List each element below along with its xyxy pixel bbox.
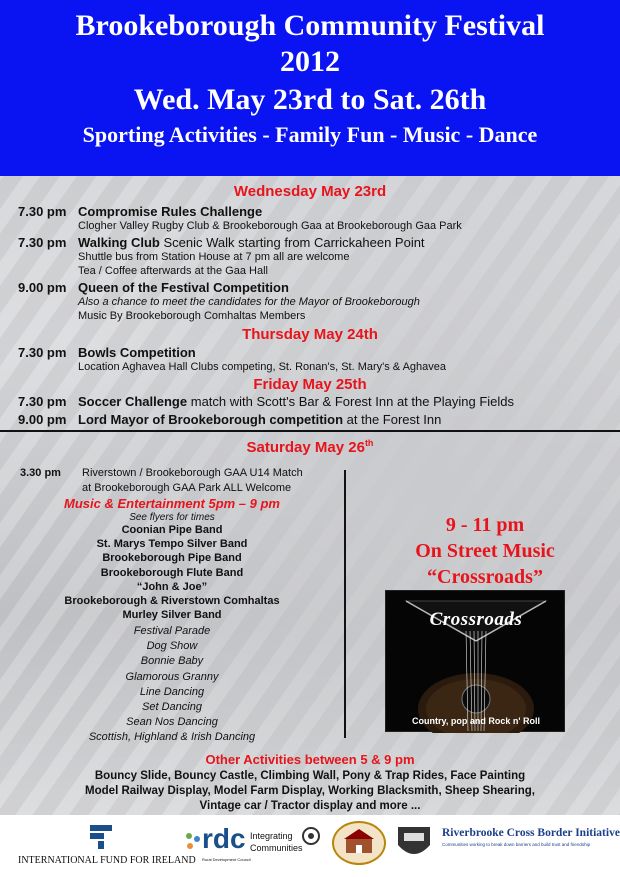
event-row [18, 412, 441, 427]
event-extra: at the Forest Inn [346, 412, 442, 427]
event-time: 7.30 pm [18, 204, 67, 219]
riverbrooke-logo [442, 827, 620, 867]
event-row [18, 235, 425, 250]
street-music-time: 9 - 11 pm [445, 514, 525, 536]
event-detail: Shuttle bus from Station House at 7 pm all are welcome [78, 251, 350, 263]
communities-text: Communities [250, 843, 303, 853]
event-detail: Clogher Valley Rugby Club & Brookeborough Gaa at Brookeborough Gaa Park [78, 220, 462, 232]
activity-item: Festival Parade [133, 625, 211, 637]
match-line2: at Brookeborough GAA Park ALL Welcome [82, 482, 292, 494]
activity-item: Glamorous Granny [125, 670, 219, 683]
event-row [18, 345, 196, 360]
other-activities-line: Model Railway Display, Model Farm Display, Working Blacksmith, Sheep Shearing, [85, 785, 535, 797]
riverbrooke-crest-logo [390, 821, 438, 867]
festival-tagline: Sporting Activities - Family Fun - Music - Dance [82, 122, 538, 147]
riverbrooke-title: Riverbrooke Cross Border Initiative [442, 827, 620, 839]
event-detail: Music By Brookeborough Comhaltas Members [78, 310, 306, 322]
building-icon [334, 823, 384, 863]
street-music-band: “Crossroads” [427, 566, 543, 588]
band-item: “John & Joe” [136, 580, 208, 593]
band-item: Brookeborough Pipe Band [102, 552, 242, 565]
poster-header [0, 0, 620, 176]
saturday-heading-text: Saturday May 26 [246, 439, 365, 456]
band-item: Brookeborough Flute Band [100, 566, 244, 579]
festival-dates: Wed. May 23rd to Sat. 26th [133, 83, 487, 116]
event-time: 7.30 pm [18, 394, 67, 409]
swirl-icon [300, 825, 322, 847]
rdc-dots-icon [184, 831, 204, 855]
event-title: Bowls Competition [78, 345, 196, 360]
thursday-heading: Thursday May 24th [242, 326, 378, 343]
activity-item: Dog Show [146, 640, 198, 653]
band-item: Coonian Pipe Band [121, 524, 223, 536]
event-row [18, 204, 262, 219]
activity-item: Scottish, Highland & Irish Dancing [88, 731, 256, 744]
friday-heading: Friday May 25th [253, 376, 367, 393]
integrating-text: Integrating [250, 831, 293, 841]
band-item: Brookeborough & Riverstown Comhaltas [64, 595, 280, 607]
festival-title: Brookeborough Community Festival [75, 9, 545, 42]
event-detail: Also a chance to meet the candidates for the Mayor of Brookeborough [78, 296, 420, 308]
event-time: 7.30 pm [18, 345, 67, 360]
ifi-label: INTERNATIONAL FUND FOR IRELAND [18, 855, 196, 866]
event-extra: Scenic Walk starting from Carrickaheen Point [163, 235, 425, 250]
other-activities-line: Vintage car / Tractor display and more ... [199, 800, 421, 812]
other-activities-heading: Other Activities between 5 & 9 pm [205, 752, 415, 767]
album-subtitle: Country, pop and Rock n' Roll [412, 716, 540, 726]
activity-item: Set Dancing [142, 701, 202, 713]
event-row [18, 394, 514, 409]
event-detail: Tea / Coffee afterwards at the Gaa Hall [78, 265, 268, 277]
integrating-communities-logo [250, 827, 330, 867]
festival-year: 2012 [280, 45, 340, 78]
event-time: 9.00 pm [18, 280, 67, 295]
crest-icon [390, 821, 438, 867]
saturday-heading [0, 438, 620, 456]
other-activities-line: Bouncy Slide, Bouncy Castle, Climbing Wall, Pony & Trap Rides, Face Painting [94, 770, 526, 782]
event-detail: Location Aghavea Hall Clubs competing, St. Ronan's, St. Mary's & Aghavea [78, 361, 447, 373]
event-time: 9.00 pm [18, 412, 67, 427]
event-row [18, 280, 289, 295]
sponsor-footer [0, 815, 620, 877]
activity-item: Line Dancing [139, 685, 205, 698]
rdc-subtext: Rural Development Council [202, 857, 251, 862]
music-heading: Music & Entertainment 5pm – 9 pm [64, 496, 280, 511]
event-title: Soccer Challenge [78, 394, 188, 409]
ifi-emblem-icon [86, 821, 116, 851]
activity-item: Sean Nos Dancing [126, 716, 218, 729]
riverbrooke-subtitle: Communities working to break down barriers and build trust and friendship [442, 842, 591, 847]
event-title: Walking Club [78, 235, 160, 250]
activity-item: Bonnie Baby [140, 655, 204, 668]
rdc-logo [184, 823, 254, 869]
event-title: Queen of the Festival Competition [78, 280, 289, 295]
saturday-heading-suffix: th [364, 438, 374, 448]
band-item: St. Marys Tempo Silver Band [96, 538, 248, 551]
u14-match [20, 467, 303, 479]
band-item: Murley Silver Band [122, 609, 222, 622]
event-title: Lord Mayor of Brookeborough competition [78, 412, 344, 427]
crossroads-band-image [385, 590, 565, 732]
event-extra: match with Scott's Bar & Forest Inn at the Playing Fields [190, 394, 515, 409]
ifi-logo [18, 819, 196, 871]
section-divider [0, 430, 620, 432]
street-music-title: On Street Music [415, 540, 555, 562]
wednesday-heading: Wednesday May 23rd [233, 183, 387, 200]
event-title: Compromise Rules Challenge [78, 204, 263, 219]
event-time: 7.30 pm [18, 235, 67, 250]
community-building-logo [332, 821, 386, 865]
match-time: 3.30 pm [20, 467, 61, 479]
album-title: Crossroads [429, 609, 523, 630]
rdc-text: rdc [202, 823, 246, 854]
see-flyers: See flyers for times [129, 512, 215, 523]
column-divider [344, 470, 346, 738]
match-line1: Riverstown / Brookeborough GAA U14 Match [82, 467, 303, 479]
